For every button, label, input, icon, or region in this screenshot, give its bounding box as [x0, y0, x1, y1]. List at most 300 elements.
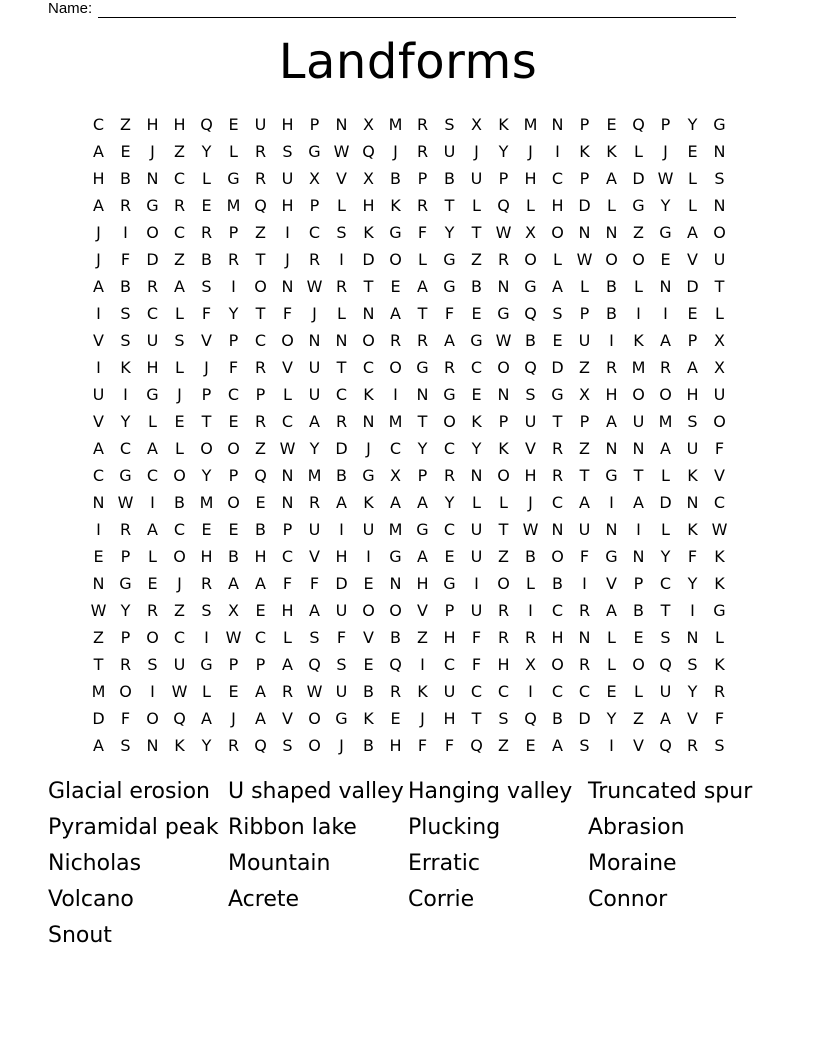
grid-letter: J	[177, 385, 182, 404]
grid-letter: N	[146, 736, 159, 755]
grid-letter: R	[389, 331, 402, 350]
grid-letter: H	[551, 196, 564, 215]
grid-letter: P	[282, 520, 293, 539]
grid-letter: L	[715, 304, 724, 323]
grid-letter: I	[636, 304, 641, 323]
grid-letter: B	[120, 169, 131, 188]
grid-letter: V	[282, 709, 293, 728]
grid-letter: G	[632, 196, 645, 215]
grid-letter: R	[416, 115, 429, 134]
grid-letter: G	[119, 574, 132, 593]
grid-row	[85, 732, 733, 759]
grid-letter: B	[525, 547, 536, 566]
grid-letter: R	[524, 628, 537, 647]
grid-letter: R	[200, 574, 213, 593]
grid-letter: A	[687, 223, 698, 242]
grid-letter: J	[528, 142, 533, 161]
grid-row	[85, 138, 733, 165]
grid-letter: F	[120, 709, 131, 728]
grid-letter: T	[363, 277, 374, 296]
grid-letter: L	[715, 628, 724, 647]
grid-letter: X	[471, 115, 482, 134]
grid-letter: Y	[120, 412, 131, 431]
grid-letter: L	[337, 196, 346, 215]
grid-letter: A	[444, 331, 455, 350]
grid-letter: I	[636, 520, 641, 539]
grid-letter: G	[551, 385, 564, 404]
grid-letter: K	[687, 466, 698, 485]
grid-letter: O	[551, 547, 564, 566]
grid-letter: T	[471, 709, 482, 728]
grid-letter: D	[686, 277, 699, 296]
grid-letter: Y	[228, 304, 239, 323]
grid-letter: H	[443, 628, 456, 647]
grid-letter: O	[659, 385, 672, 404]
grid-letter: U	[335, 601, 348, 620]
grid-letter: S	[201, 601, 212, 620]
grid-letter: R	[551, 439, 564, 458]
grid-letter: O	[281, 331, 294, 350]
grid-letter: W	[117, 493, 134, 512]
grid-letter: H	[254, 547, 267, 566]
grid-letter: Q	[524, 304, 537, 323]
grid-letter: A	[417, 493, 428, 512]
grid-letter: L	[526, 196, 535, 215]
grid-letter: F	[120, 250, 131, 269]
grid-letter: I	[420, 655, 425, 674]
grid-letter: H	[524, 169, 537, 188]
grid-letter: U	[308, 520, 321, 539]
grid-letter: C	[335, 385, 348, 404]
grid-row	[85, 192, 733, 219]
grid-letter: L	[202, 682, 211, 701]
grid-letter: G	[443, 277, 456, 296]
grid-letter: Z	[417, 628, 428, 647]
grid-letter: N	[146, 169, 159, 188]
grid-letter: T	[201, 412, 212, 431]
grid-letter: W	[657, 169, 674, 188]
grid-letter: I	[96, 520, 101, 539]
grid-letter: R	[443, 466, 456, 485]
grid-letter: I	[204, 628, 209, 647]
grid-letter: S	[336, 223, 347, 242]
grid-letter: P	[201, 385, 212, 404]
grid-letter: Y	[417, 439, 428, 458]
word-list-item: Hanging valley	[408, 779, 573, 804]
grid-letter: C	[227, 385, 240, 404]
grid-letter: T	[714, 277, 725, 296]
grid-letter: G	[524, 277, 537, 296]
grid-letter: S	[579, 736, 590, 755]
grid-letter: E	[525, 736, 536, 755]
grid-row	[85, 219, 733, 246]
grid-letter: A	[660, 331, 671, 350]
grid-letter: X	[525, 655, 536, 674]
grid-letter: P	[579, 412, 590, 431]
grid-letter: W	[279, 439, 296, 458]
grid-letter: C	[551, 682, 564, 701]
grid-letter: B	[255, 520, 266, 539]
grid-letter: O	[200, 439, 213, 458]
grid-letter: A	[93, 277, 104, 296]
grid-letter: K	[174, 736, 185, 755]
grid-letter: E	[363, 574, 374, 593]
grid-letter: C	[389, 439, 402, 458]
grid-letter: H	[281, 196, 294, 215]
grid-letter: U	[578, 331, 591, 350]
grid-letter: X	[525, 223, 536, 242]
grid-letter: C	[497, 682, 510, 701]
grid-letter: U	[470, 520, 483, 539]
grid-letter: L	[634, 682, 643, 701]
grid-letter: D	[632, 169, 645, 188]
grid-row	[85, 273, 733, 300]
grid-letter: Q	[659, 736, 672, 755]
grid-row	[85, 570, 733, 597]
grid-letter: D	[578, 196, 591, 215]
grid-letter: Q	[470, 736, 483, 755]
grid-letter: I	[150, 493, 155, 512]
grid-letter: N	[281, 466, 294, 485]
grid-letter: U	[146, 331, 159, 350]
grid-letter: O	[362, 331, 375, 350]
grid-letter: E	[228, 412, 239, 431]
grid-letter: N	[713, 142, 726, 161]
grid-letter: I	[96, 358, 101, 377]
grid-letter: D	[551, 358, 564, 377]
grid-row	[85, 111, 733, 138]
grid-letter: H	[524, 466, 537, 485]
word-list-item: Connor	[588, 887, 668, 912]
grid-letter: Q	[254, 736, 267, 755]
grid-letter: A	[255, 682, 266, 701]
grid-letter: I	[339, 520, 344, 539]
grid-letter: X	[390, 466, 401, 485]
grid-letter: R	[416, 331, 429, 350]
grid-letter: E	[390, 277, 401, 296]
grid-letter: Z	[579, 358, 590, 377]
grid-letter: I	[609, 493, 614, 512]
grid-letter: E	[120, 142, 131, 161]
grid-letter: A	[282, 655, 293, 674]
grid-letter: E	[228, 682, 239, 701]
grid-letter: O	[443, 412, 456, 431]
word-list-item: Erratic	[408, 851, 480, 876]
grid-letter: W	[171, 682, 188, 701]
grid-row	[85, 516, 733, 543]
grid-letter: P	[633, 574, 644, 593]
grid-letter: H	[416, 574, 429, 593]
grid-letter: I	[339, 250, 344, 269]
grid-letter: O	[632, 385, 645, 404]
grid-letter: N	[335, 115, 348, 134]
grid-letter: Z	[498, 736, 509, 755]
grid-letter: L	[175, 304, 184, 323]
grid-letter: Q	[254, 196, 267, 215]
grid-letter: R	[146, 601, 159, 620]
word-list-item: Truncated spur	[588, 779, 753, 804]
grid-letter: C	[443, 655, 456, 674]
grid-letter: O	[308, 736, 321, 755]
grid-letter: E	[147, 574, 158, 593]
grid-letter: N	[605, 520, 618, 539]
grid-letter: M	[91, 682, 106, 701]
grid-letter: F	[228, 358, 239, 377]
grid-letter: U	[713, 250, 726, 269]
grid-letter: C	[308, 223, 321, 242]
grid-letter: R	[659, 358, 672, 377]
grid-letter: R	[254, 358, 267, 377]
grid-letter: X	[714, 358, 725, 377]
grid-letter: W	[333, 142, 350, 161]
grid-row	[85, 624, 733, 651]
grid-letter: N	[362, 304, 375, 323]
grid-letter: R	[119, 196, 132, 215]
grid-letter: H	[605, 385, 618, 404]
grid-letter: C	[146, 304, 159, 323]
grid-letter: C	[551, 493, 564, 512]
grid-letter: F	[444, 304, 455, 323]
grid-letter: O	[632, 655, 645, 674]
grid-letter: S	[714, 736, 725, 755]
grid-letter: U	[470, 601, 483, 620]
grid-letter: S	[687, 655, 698, 674]
grid-letter: I	[609, 736, 614, 755]
grid-letter: P	[120, 628, 131, 647]
grid-letter: K	[714, 574, 725, 593]
grid-letter: E	[255, 601, 266, 620]
grid-letter: N	[335, 331, 348, 350]
grid-letter: X	[714, 331, 725, 350]
grid-letter: Q	[524, 358, 537, 377]
grid-row	[85, 354, 733, 381]
grid-letter: D	[578, 709, 591, 728]
grid-letter: M	[199, 493, 214, 512]
grid-letter: B	[201, 250, 212, 269]
grid-letter: G	[713, 115, 726, 134]
grid-letter: H	[146, 115, 159, 134]
grid-letter: W	[495, 223, 512, 242]
grid-letter: E	[93, 547, 104, 566]
grid-letter: A	[390, 304, 401, 323]
grid-letter: L	[607, 628, 616, 647]
grid-letter: R	[335, 277, 348, 296]
grid-letter: P	[579, 169, 590, 188]
grid-letter: N	[578, 628, 591, 647]
grid-letter: O	[497, 574, 510, 593]
grid-letter: N	[578, 223, 591, 242]
word-list-item: Snout	[48, 923, 112, 948]
grid-letter: C	[443, 439, 456, 458]
grid-letter: J	[177, 574, 182, 593]
grid-row	[85, 462, 733, 489]
grid-letter: P	[660, 115, 671, 134]
grid-letter: R	[713, 682, 726, 701]
grid-letter: S	[309, 628, 320, 647]
grid-letter: C	[281, 547, 294, 566]
grid-letter: R	[389, 682, 402, 701]
grid-letter: L	[175, 358, 184, 377]
grid-letter: P	[309, 196, 320, 215]
grid-letter: T	[633, 466, 644, 485]
grid-letter: Z	[579, 439, 590, 458]
grid-letter: G	[362, 466, 375, 485]
grid-letter: V	[309, 547, 320, 566]
grid-letter: M	[631, 358, 646, 377]
grid-letter: A	[93, 439, 104, 458]
grid-letter: C	[551, 169, 564, 188]
grid-letter: P	[417, 169, 428, 188]
grid-letter: G	[605, 466, 618, 485]
grid-letter: Y	[687, 682, 698, 701]
grid-letter: L	[688, 169, 697, 188]
grid-row	[85, 489, 733, 516]
grid-letter: Y	[687, 574, 698, 593]
grid-letter: X	[309, 169, 320, 188]
grid-letter: A	[336, 493, 347, 512]
grid-letter: J	[339, 736, 344, 755]
grid-letter: G	[443, 250, 456, 269]
grid-letter: O	[389, 250, 402, 269]
grid-letter: K	[390, 196, 401, 215]
grid-letter: V	[201, 331, 212, 350]
grid-letter: A	[660, 439, 671, 458]
grid-letter: U	[470, 547, 483, 566]
grid-letter: I	[528, 601, 533, 620]
grid-letter: D	[146, 250, 159, 269]
grid-letter: Y	[444, 223, 455, 242]
grid-letter: N	[632, 439, 645, 458]
grid-letter: P	[444, 601, 455, 620]
grid-letter: C	[173, 223, 186, 242]
grid-letter: O	[713, 412, 726, 431]
grid-letter: T	[417, 304, 428, 323]
grid-letter: O	[119, 682, 132, 701]
grid-letter: O	[362, 601, 375, 620]
grid-letter: J	[96, 250, 101, 269]
grid-letter: C	[713, 493, 726, 512]
grid-row	[85, 705, 733, 732]
grid-letter: X	[228, 601, 239, 620]
grid-letter: S	[444, 115, 455, 134]
grid-letter: W	[522, 520, 539, 539]
grid-letter: U	[578, 520, 591, 539]
grid-letter: F	[417, 223, 428, 242]
grid-letter: P	[579, 304, 590, 323]
grid-letter: L	[634, 142, 643, 161]
grid-letter: N	[551, 520, 564, 539]
grid-letter: V	[714, 466, 725, 485]
grid-letter: D	[92, 709, 105, 728]
grid-letter: E	[471, 304, 482, 323]
grid-letter: S	[525, 385, 536, 404]
grid-letter: U	[686, 439, 699, 458]
grid-letter: N	[497, 385, 510, 404]
grid-letter: Q	[200, 115, 213, 134]
grid-letter: Y	[498, 142, 509, 161]
word-list-item: Pyramidal peak	[48, 815, 219, 840]
grid-letter: G	[713, 601, 726, 620]
grid-letter: H	[551, 628, 564, 647]
grid-letter: W	[225, 628, 242, 647]
grid-letter: P	[687, 331, 698, 350]
grid-letter: O	[389, 358, 402, 377]
grid-letter: F	[471, 628, 482, 647]
grid-letter: Y	[120, 601, 131, 620]
grid-letter: L	[661, 520, 670, 539]
grid-letter: U	[362, 520, 375, 539]
grid-letter: F	[444, 736, 455, 755]
grid-letter: K	[606, 142, 617, 161]
grid-letter: P	[498, 412, 509, 431]
grid-letter: N	[281, 493, 294, 512]
grid-letter: K	[120, 358, 131, 377]
grid-row	[85, 597, 733, 624]
grid-letter: E	[552, 331, 563, 350]
word-list-item: Ribbon lake	[228, 815, 357, 840]
grid-letter: G	[416, 358, 429, 377]
grid-letter: T	[417, 412, 428, 431]
grid-letter: P	[255, 385, 266, 404]
grid-letter: A	[93, 142, 104, 161]
grid-letter: A	[579, 493, 590, 512]
grid-letter: K	[687, 520, 698, 539]
grid-letter: I	[366, 547, 371, 566]
grid-letter: A	[201, 709, 212, 728]
grid-letter: T	[336, 358, 347, 377]
grid-letter: R	[551, 466, 564, 485]
grid-letter: V	[93, 412, 104, 431]
grid-letter: A	[606, 601, 617, 620]
grid-letter: K	[417, 682, 428, 701]
grid-letter: F	[714, 439, 725, 458]
grid-letter: Y	[660, 547, 671, 566]
grid-letter: A	[552, 277, 563, 296]
grid-letter: G	[308, 142, 321, 161]
grid-letter: C	[254, 628, 267, 647]
grid-letter: O	[227, 439, 240, 458]
grid-letter: S	[282, 142, 293, 161]
grid-letter: V	[525, 439, 536, 458]
grid-letter: U	[173, 655, 186, 674]
grid-row	[85, 435, 733, 462]
grid-letter: N	[92, 574, 105, 593]
grid-letter: G	[416, 520, 429, 539]
grid-letter: T	[660, 601, 671, 620]
grid-letter: B	[363, 736, 374, 755]
grid-letter: S	[120, 304, 131, 323]
grid-letter: J	[204, 358, 209, 377]
grid-letter: Y	[606, 709, 617, 728]
grid-letter: E	[606, 682, 617, 701]
word-list-item: Plucking	[408, 815, 501, 840]
grid-letter: R	[173, 196, 186, 215]
grid-letter: W	[495, 331, 512, 350]
grid-letter: L	[148, 547, 157, 566]
grid-letter: Z	[174, 601, 185, 620]
grid-letter: O	[173, 547, 186, 566]
grid-letter: G	[605, 547, 618, 566]
grid-letter: P	[228, 655, 239, 674]
grid-letter: S	[336, 655, 347, 674]
grid-letter: S	[552, 304, 563, 323]
name-blank-line	[98, 3, 736, 18]
grid-letter: D	[659, 493, 672, 512]
grid-letter: S	[174, 331, 185, 350]
grid-letter: J	[150, 142, 155, 161]
grid-letter: A	[147, 520, 158, 539]
grid-letter: K	[363, 223, 374, 242]
